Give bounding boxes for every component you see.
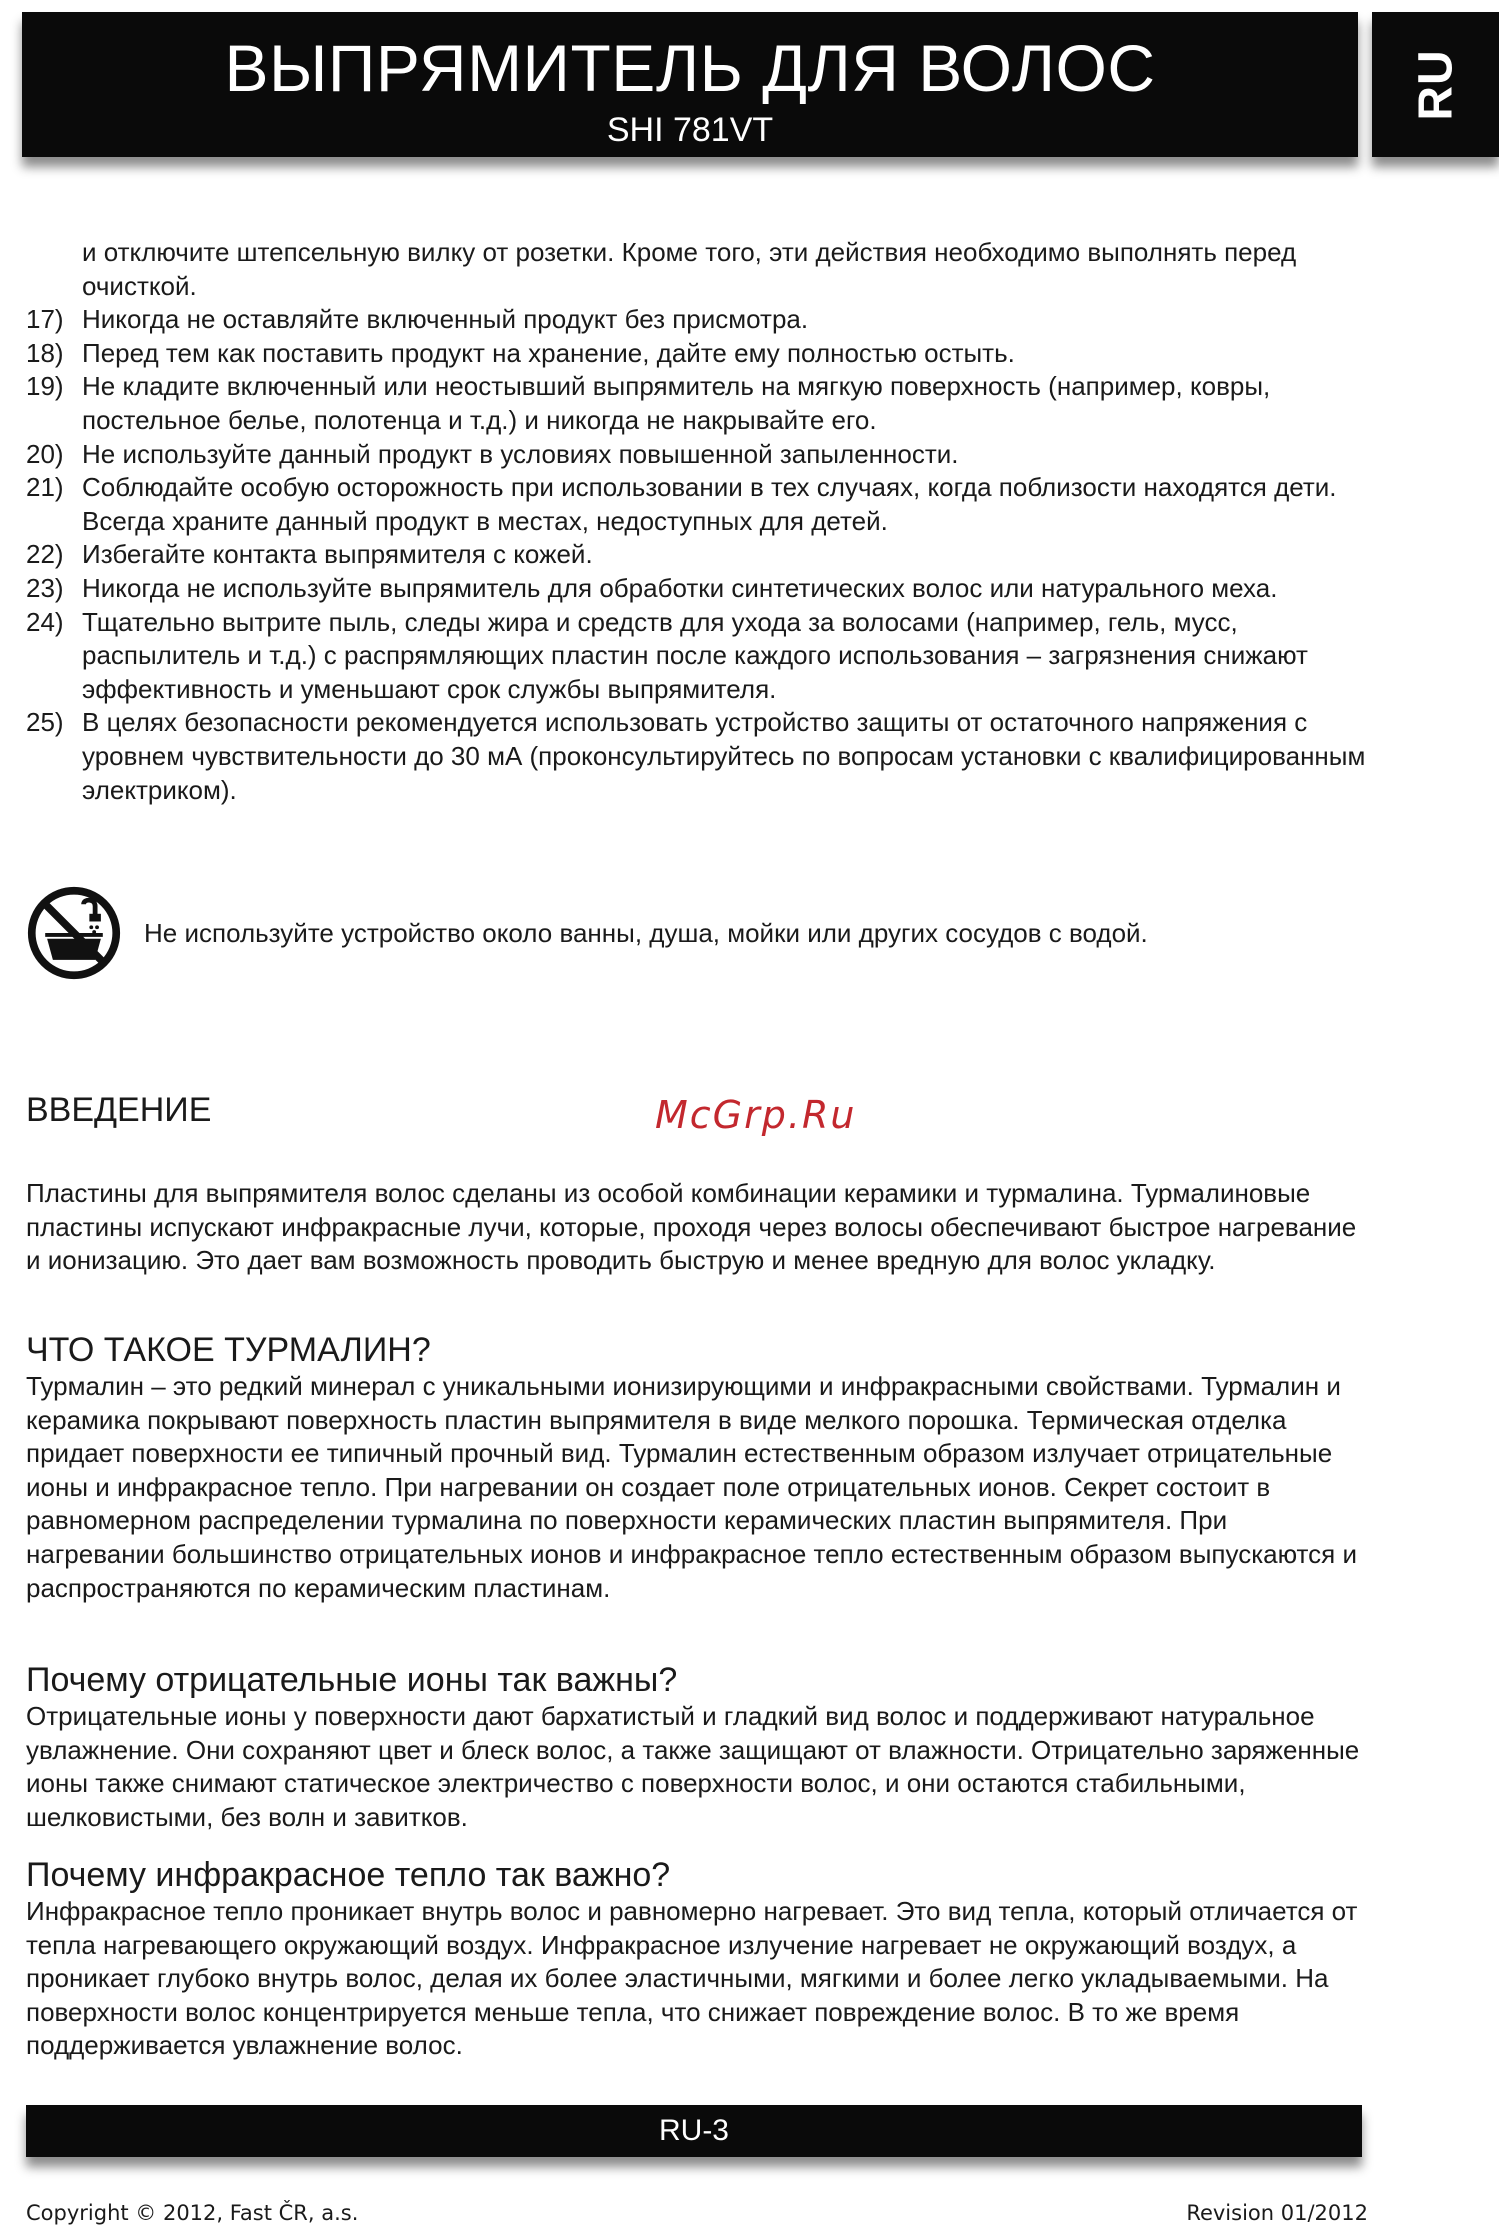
- intro-paragraph: Пластины для выпрямителя волос сделаны из особой комбинации керамики и турмалина. Турмалиновые пластины испускают инфракрасные лучи, которые, проходя через волосы обеспечивают быстрое нагревание и ионизацию. Это дает вам возможность проводить быструю и менее вредную для волос укладку.: [26, 1178, 1357, 1276]
- page-number: RU-3: [658, 2114, 729, 2147]
- item-text: Не кладите включенный или неостывший выпрямитель на мягкую поверхность (например, ковры, постельное белье, полотенца и т.д.) и никогда не накрывайте его.: [82, 371, 1271, 435]
- list-item: [26, 572, 1366, 606]
- list-item: [26, 538, 1366, 572]
- section-tourmaline: [26, 1330, 1366, 1605]
- section-negative-ions: [26, 1660, 1366, 1834]
- list-item: [26, 303, 1366, 337]
- item-number: 18): [26, 337, 64, 368]
- item-text: Тщательно вытрите пыль, следы жира и средств для ухода за волосами (например, гель, мусс, распылитель и т.д.) с распрямляющих пластин после каждого использования – загрязнения снижают эффективность и уменьшают срок службы выпрямителя.: [82, 606, 1308, 704]
- section-heading: Почему отрицательные ионы так важны?: [26, 1661, 678, 1699]
- model-number: SHI 781VT: [606, 111, 774, 149]
- safety-instructions: [26, 236, 1366, 807]
- warning-text: Не используйте устройство около ванны, душа, мойки или других сосудов с водой.: [144, 918, 1148, 948]
- item-text: В целях безопасности рекомендуется использовать устройство защиты от остаточного напряжения с уровнем чувствительности до 30 мА (проконсультируйтесь по вопросам установки с квалифицированным электриком).: [82, 707, 1366, 805]
- list-item: [26, 337, 1366, 371]
- list-item: [26, 370, 1366, 437]
- item-number: 19): [26, 371, 64, 402]
- language-label: RU: [1409, 48, 1462, 121]
- item-text: Никогда не используйте выпрямитель для обработки синтетических волос или натурального меха.: [82, 572, 1278, 603]
- item-number: 23): [26, 572, 64, 603]
- intro-heading: ВВЕДЕНИЕ: [26, 1091, 212, 1129]
- language-tab: [1372, 12, 1499, 157]
- header-bar: [22, 12, 1358, 157]
- section-paragraph: Инфракрасное тепло проникает внутрь волос и равномерно нагревает. Это вид тепла, который отличается от тепла нагревающего окружающий воздух. Инфракрасное излучение нагревает не окружающий воздух, а проникает глубоко внутрь волос, делая их более эластичными, мягкими и более легко укладываемыми. На поверхности волос концентрируется меньше тепла, что снижает повреждение волос. В то же время поддерживается увлажнение волос.: [26, 1896, 1358, 2061]
- item-number: 17): [26, 304, 64, 335]
- item-number: 25): [26, 707, 64, 738]
- section-paragraph: Отрицательные ионы у поверхности дают бархатистый и гладкий вид волос и поддерживают натуральное увлажнение. Они сохраняют цвет и блеск волос, а также защищают от влажности. Отрицательно заряженные ионы также снимают статическое электричество с поверхности волос, и они остаются стабильными, шелковистыми, без волн и завитков.: [26, 1701, 1360, 1832]
- footer-bar: [26, 2105, 1362, 2157]
- watermark: McGrp.Ru: [655, 1093, 857, 1137]
- safety-list: [26, 303, 1366, 807]
- list-item: [26, 471, 1366, 538]
- section-heading: ЧТО ТАКОЕ ТУРМАЛИН?: [26, 1331, 431, 1369]
- revision: Revision 01/2012: [1186, 2201, 1368, 2225]
- item-number: 22): [26, 539, 64, 570]
- item-text: Соблюдайте особую осторожность при использовании в тех случаях, когда поблизости находятся дети. Всегда храните данный продукт в местах, недоступных для детей.: [82, 472, 1337, 536]
- list-item: [26, 606, 1366, 707]
- section-heading: Почему инфракрасное тепло так важно?: [26, 1856, 671, 1894]
- item-text: Никогда не оставляйте включенный продукт без присмотра.: [82, 304, 809, 335]
- document-title: ВЫПРЯМИТЕЛЬ ДЛЯ ВОЛОС: [224, 31, 1156, 105]
- item-text: Избегайте контакта выпрямителя с кожей.: [82, 539, 593, 570]
- water-warning: [26, 885, 1366, 985]
- item-number: 24): [26, 606, 64, 637]
- item-text: Перед тем как поставить продукт на хранение, дайте ему полностью остыть.: [82, 337, 1015, 368]
- list-item: [26, 438, 1366, 472]
- list-item: [26, 706, 1366, 807]
- item-text: Не используйте данный продукт в условиях повышенной запыленности.: [82, 438, 959, 469]
- section-infrared-heat: [26, 1855, 1366, 2063]
- item-number: 20): [26, 438, 64, 469]
- no-water-icon: [26, 885, 122, 981]
- copyright: Copyright © 2012, Fast ČR, a.s.: [26, 2201, 359, 2225]
- section-paragraph: Турмалин – это редкий минерал с уникальными ионизирующими и инфракрасными свойствами. Турмалин и керамика покрывают поверхность пластин выпрямителя в виде мелкого порошка. Термическая отделка придает поверхности ее типичный прочный вид. Турмалин естественным образом излучает отрицательные ионы и инфракрасное тепло. При нагревании он создает поле отрицательных ионов. Секрет состоит в равномерном распределении турмалина по поверхности керамических пластин выпрямителя. При нагревании большинство отрицательных ионов и инфракрасное тепло естественным образом выпускаются и распространяются по керамическим пластинам.: [26, 1371, 1357, 1603]
- item-number: 21): [26, 472, 64, 503]
- list-continuation: и отключите штепсельную вилку от розетки. Кроме того, эти действия необходимо выполнять перед очисткой.: [82, 237, 1297, 301]
